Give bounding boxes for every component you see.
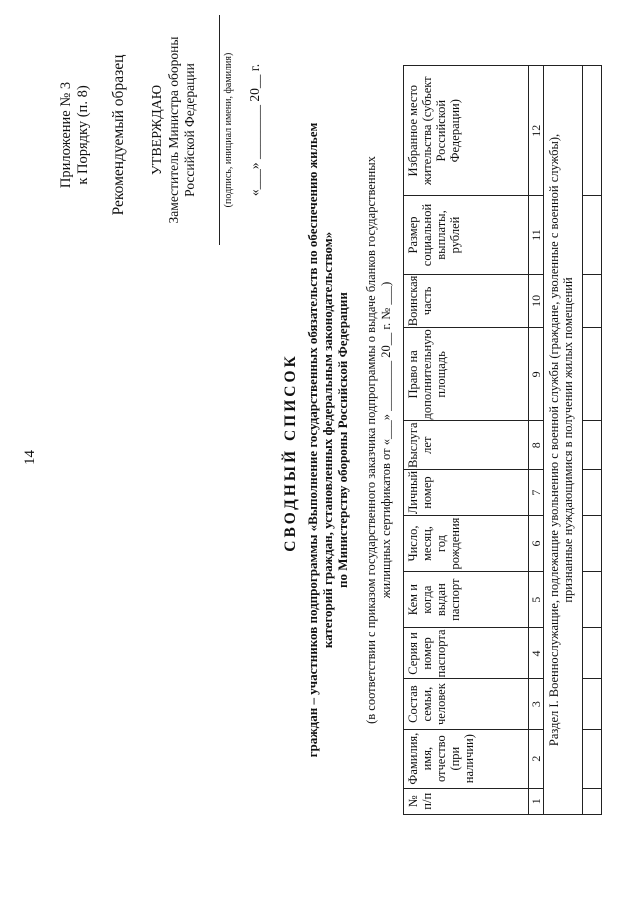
column-number: 12 xyxy=(529,66,544,196)
approval-position-line1: Заместитель Министра обороны xyxy=(166,36,181,224)
section-cell xyxy=(544,66,583,815)
column-number: 4 xyxy=(529,628,544,679)
col-header-service-years: Выслуга лет xyxy=(404,421,529,469)
column-number: 5 xyxy=(529,571,544,628)
appendix-header xyxy=(58,10,92,260)
col-header-chosen-residence: Избранное место жительства (субъект Российской Федерации) xyxy=(404,66,529,196)
section-line1: Раздел I. Военнослужащие, подлежащие увольнению с военной службы (граждане, уволенные с военной службы), xyxy=(547,133,561,747)
appendix-number: Приложение № 3 xyxy=(58,81,74,189)
column-number: 6 xyxy=(529,516,544,572)
column-number: 8 xyxy=(529,421,544,469)
column-number: 9 xyxy=(529,328,544,421)
column-number: 2 xyxy=(529,729,544,788)
column-number: 3 xyxy=(529,679,544,729)
subtitle-line3: по Министерству обороны Российской Федерации xyxy=(335,292,350,588)
col-header-family-size: Состав семьи, человек xyxy=(404,679,529,729)
empty-cell xyxy=(583,421,602,469)
col-header-extra-area-right: Право на дополнительную площадь xyxy=(404,328,529,421)
col-header-payment-amount: Размер социальной выплаты, рублей xyxy=(404,196,529,274)
signature-caption: (подпись, инициал имени, фамилия) xyxy=(223,52,234,208)
recommended-sample-label: Рекомендуемый образец xyxy=(110,54,127,216)
approval-title: УТВЕРЖДАЮ xyxy=(150,84,165,176)
basis-line2: жилищных сертификатов от «___» ________ 20__ г. № ___) xyxy=(379,281,393,599)
empty-cell xyxy=(583,729,602,788)
col-header-birth-date: Число, месяц, год рождения xyxy=(404,516,529,572)
order-reference: к Порядку (п. 8) xyxy=(75,85,91,185)
subtitle-line1: граждан – участников подпрограммы «Выполнение государственных обязательств по обеспечению жильем xyxy=(305,122,320,758)
column-number: 7 xyxy=(529,469,544,515)
participants-table xyxy=(403,65,602,815)
column-number: 11 xyxy=(529,196,544,274)
empty-cell xyxy=(583,469,602,515)
col-header-full-name: Фамилия, имя, отчество (при наличии) xyxy=(404,729,529,788)
empty-cell xyxy=(583,628,602,679)
empty-cell xyxy=(583,328,602,421)
table-column-numbers-row xyxy=(529,66,544,815)
col-header-passport-issued: Кем и когда выдан паспорт xyxy=(404,571,529,628)
basis-line1: (в соответствии с приказом государственного заказчика подпрограммы о выдаче бланков государственных xyxy=(364,156,378,724)
empty-cell xyxy=(583,66,602,196)
section-row xyxy=(544,66,583,815)
document-title: СВОДНЫЙ СПИСОК xyxy=(282,353,299,552)
section-line2: признанные нуждающимися в получении жилых помещений xyxy=(561,277,575,603)
document-basis xyxy=(364,85,394,795)
approval-block xyxy=(150,15,263,245)
signature-line xyxy=(218,15,220,245)
page-number: 14 xyxy=(22,450,38,465)
empty-cell xyxy=(583,679,602,729)
subtitle-line2: категорий граждан, установленных федеральным законодательством» xyxy=(320,231,335,649)
col-header-passport-number: Серия и номер паспорта xyxy=(404,628,529,679)
table-header-row xyxy=(404,66,529,815)
column-number: 10 xyxy=(529,274,544,328)
col-header-number: № п/п xyxy=(404,788,529,814)
document-subtitle xyxy=(305,95,350,785)
empty-cell xyxy=(583,196,602,274)
approval-date-line: «___» ________ 20__ г. xyxy=(247,63,262,197)
empty-cell xyxy=(583,274,602,328)
col-header-personal-number: Личный номер xyxy=(404,469,529,515)
approval-position-line2: Российской Федерации xyxy=(182,63,197,197)
empty-cell xyxy=(583,516,602,572)
empty-cell xyxy=(583,571,602,628)
column-number: 1 xyxy=(529,788,544,814)
col-header-military-unit: Воинская часть xyxy=(404,274,529,328)
empty-cell xyxy=(583,788,602,814)
table-row xyxy=(583,66,602,815)
